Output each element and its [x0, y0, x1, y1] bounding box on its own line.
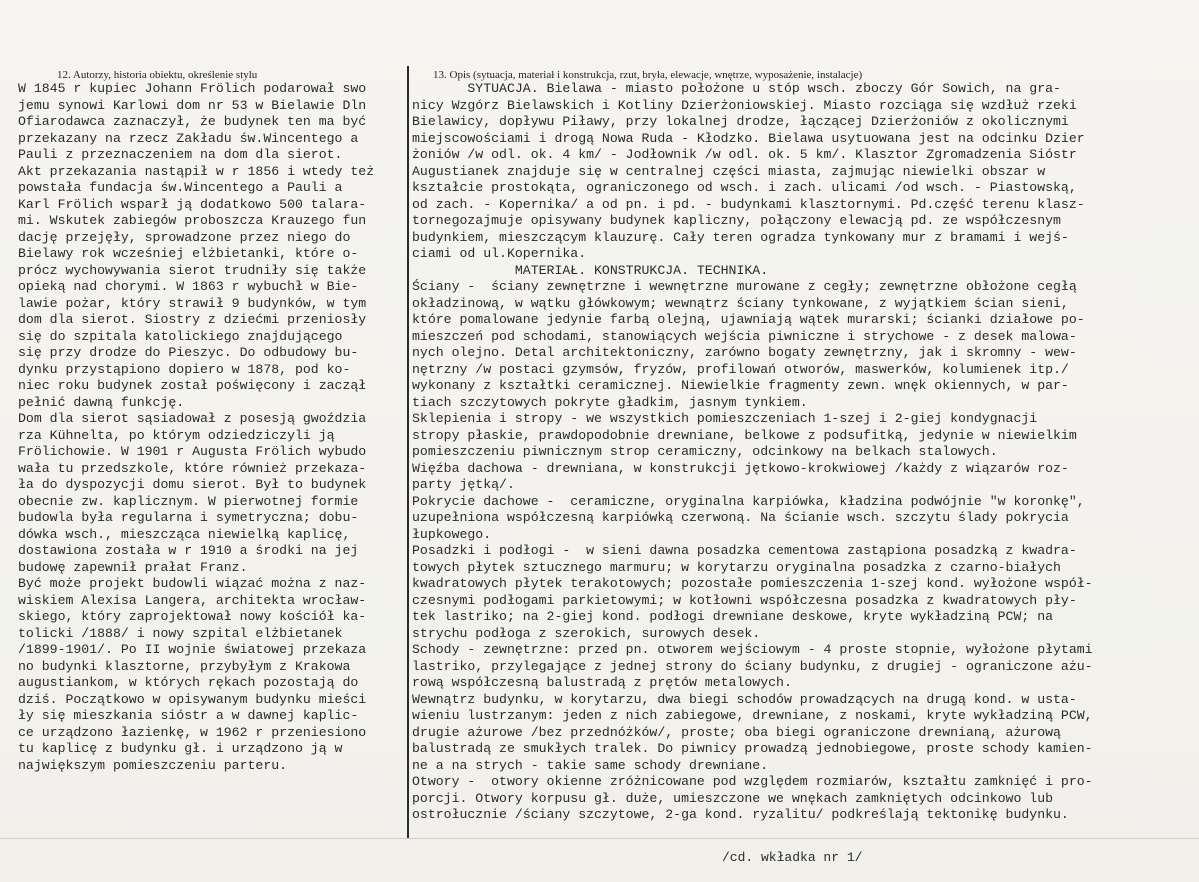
description-text-line: Bielawicy, dopływu Piławy, przy lokalnej drodze, łączącej Dzierżoniów z okolicznymi: [412, 114, 1069, 129]
description-text-line: żoniów /w odl. ok. 4 km/ - Jodłownik /w odl. ok. 5 km/. Klasztor Zgromadzenia Sióstr: [412, 147, 1077, 162]
history-text-line: Dom dla sierot sąsiadował z posesją gwoździa: [18, 411, 367, 426]
history-text-line: pełnić dawną funkcję.: [18, 394, 185, 410]
description-text-line: Otwory - otwory okienne zróżnicowane pod względem rozmiarów, kształtu zamknięć i pro-: [412, 774, 1093, 789]
history-text-line: wiskiem Alexisa Langera, architekta wrocław-: [18, 592, 367, 608]
description-text-line: ostrołucznie /ściany szczytowe, 2-ga kond. ryzalitu/ podkreślają tektonikę budynku.: [412, 807, 1069, 822]
description-text-column: [412, 81, 1188, 824]
description-text-line: rową współczesną balustradą z prętów metalowych.: [412, 675, 792, 690]
description-text-line: MATERIAŁ. KONSTRUKCJA. TECHNIKA.: [412, 262, 769, 278]
history-text-line: niec roku budynek został poświęcony i zaczął: [18, 378, 367, 393]
description-text-line: SYTUACJA. Bielawa - miasto położone u stóp wsch. zboczy Gór Sowich, na gra-: [412, 81, 1061, 96]
description-text-line: okładzinową, w wątku główkowym; wewnątrz ściany tynkowane, z wyjątkiem ścian sieni,: [412, 295, 1069, 311]
history-text-line: obecnie zw. kaplicznym. W pierwotnej formie: [18, 493, 359, 509]
history-text-line: dację przejęły, sprowadzone przez niego do: [18, 229, 351, 245]
continuation-note: /cd. wkładka nr 1/: [722, 850, 863, 865]
history-text-line: Frölichowie. W 1901 r Augusta Frölich wybudo: [18, 444, 367, 459]
history-text-column: [18, 81, 410, 774]
description-text-line: strychu podłoga z szerokich, surowych desek.: [412, 625, 761, 641]
description-text-line: łupkowego.: [412, 526, 492, 542]
description-text-line: kształcie prostokąta, ograniczonego od wsch. i zach. ulicami /od wsch. - Piastowską,: [412, 180, 1077, 195]
description-text-line: nętrzny /w postaci gzymsów, fryzów, profilowań otworów, maswerków, kolumienek itp./: [412, 361, 1069, 377]
description-text-line: Wewnątrz budynku, w korytarzu, dwa biegi schodów prowadzących na drugą kond. w usta-: [412, 691, 1077, 707]
description-text-line: uzupełniona współczesną karpiówką czerwoną. Na ścianie wsch. szczytu ślady pokrycia: [412, 510, 1069, 525]
history-text-line: wała tu przedszkole, które również przekaza-: [18, 460, 367, 476]
description-text-line: balustradą ze smukłych tralek. Do piwnicy prowadzą jednobiegowe, proste schody kamien-: [412, 741, 1093, 756]
description-text-line: od zach. - Kopernika/ a od pn. i pd. - budynkami klasztornymi. Pd.część terenu klasz-: [412, 196, 1085, 212]
history-text-line: dówka wsch., mieszcząca niewielką kaplicę,: [18, 526, 351, 542]
description-text-line: Więźba dachowa - drewniana, w konstrukcji jętkowo-krokwiowej /każdy z wiązarów roz-: [412, 460, 1069, 476]
description-text-line: drugie ażurowe /bez przednóżków/, proste; oba biegi ograniczone drewnianą, ażurową: [412, 724, 1061, 740]
description-text-line: party jętką/.: [412, 477, 515, 492]
history-text-line: jemu synowi Karlowi dom nr 53 w Bielawie Dln: [18, 97, 367, 113]
history-text-line: dziś. Początkowo w opisywanym budynku mieści: [18, 691, 367, 707]
history-text-line: Pauli z przeznaczeniem na dom dla sierot.: [18, 147, 343, 162]
description-text-line: porcji. Otwory korpusu gł. duże, umieszczone we wnękach zamkniętych odcinkowo lub: [412, 790, 1054, 806]
history-text-line: skiego, który zaprojektował nowy kościół ka-: [18, 609, 367, 624]
history-text-line: tu kaplicę z budynku gł. i urządzono ją w: [18, 741, 343, 756]
history-text-line: tolicki /1888/ i nowy szpital elżbietanek: [18, 625, 343, 641]
history-text-line: największym pomieszczeniu parteru.: [18, 757, 288, 773]
description-text-line: towych płytek sztucznego marmuru; w korytarzu oryginalna posadzka z czarno-białych: [412, 559, 1061, 575]
history-text-line: opieką nad chorymi. W 1863 r wybuchł w Bie-: [18, 279, 359, 294]
description-text-line: budynkiem, mieszczącym klauzurę. Cały teren ogradza tynkowany mur z bramami i wejś-: [412, 229, 1069, 245]
description-text-line: miejscowościami i drogą Nowa Ruda - Kłodzko. Bielawa usytuowana jest na odcinku Dzier: [412, 130, 1085, 146]
description-text-line: tiach szczytowych pokryte gładkim, jasnym tynkiem.: [412, 394, 808, 410]
description-text-line: które pomalowane jedynie farbą olejną, ujawniają wątek murarski; ścianki działowe po-: [412, 312, 1085, 327]
description-text-line: tek lastriko; na 2-giej kond. podłogi drewniane deskowe, kryte wykładziną PCW; na: [412, 609, 1054, 624]
history-text-line: Ofiarodawca zaznaczył, że budynek ten ma być: [18, 114, 367, 129]
description-text-line: Augustianek znajduje się w centralnej części miasta, zajmując niewielki obszar w: [412, 163, 1046, 179]
description-text-line: Posadzki i podłogi - w sieni dawna posadzka cementowa zastąpiona posadzką z kwadra-: [412, 543, 1077, 558]
description-text-line: czesnymi podłogami parkietowymi; w kotłowni współczesna posadzka z kwadratowych pły-: [412, 592, 1077, 608]
history-text-line: ła do dyspozycji domu sierot. Był to budynek: [18, 477, 367, 492]
description-text-line: Sklepienia i stropy - we wszystkich pomieszczeniach 1-szej i 2-giej kondygnacji: [412, 411, 1038, 426]
description-text-line: tornegozajmuje opisywany budynek kapliczny, połączony elewacją pd. ze współczesnym: [412, 213, 1061, 228]
history-text-line: /1899-1901/. Po II wojnie światowej przekaza: [18, 642, 367, 657]
description-text-line: Schody - zewnętrzne: przed pn. otworem wejściowym - 4 proste stopnie, wyłożone płytami: [412, 642, 1093, 657]
history-text-line: no budynki klasztorne, przybyłym z Krakowa: [18, 658, 351, 674]
description-text-line: ciami od ul.Kopernika.: [412, 246, 587, 261]
description-text-line: wieniu lustrzanym: jeden z nich zabiegowe, drewniane, z noskami, kryte wykładziną PCW,: [412, 708, 1093, 723]
history-text-line: ce urządzono łazienkę, w 1962 r przeniesiono: [18, 724, 367, 740]
history-text-line: dostawiona została w r 1910 a środki na jej: [18, 543, 359, 558]
description-text-line: mieszczeń pod schodami, stanowiących wejścia piwniczne i strychowe - z desek malowa-: [412, 328, 1077, 344]
section-heading-authors-history: 12. Autorzy, historia obiektu, określenie stylu: [57, 69, 258, 81]
history-text-line: się do szpitala katolickiego znajdującego: [18, 328, 343, 344]
history-text-line: przekazany na rzecz Zakładu św.Wincentego a: [18, 130, 359, 146]
history-text-line: Karl Frölich wsparł ją dodatkowo 500 talara-: [18, 196, 367, 212]
history-text-line: W 1845 r kupiec Johann Frölich podarował swo: [18, 81, 367, 96]
description-text-line: wykonany z kształtki ceramicznej. Niewielkie fragmenty zewn. wnęk okiennych, w par-: [412, 378, 1069, 393]
history-text-line: się przy drodze do Pieszyc. Do odbudowy bu-: [18, 345, 359, 360]
history-text-line: Bielawy rok wcześniej elżbietanki, które o-: [18, 246, 359, 261]
history-text-line: mi. Wskutek zabiegów proboszcza Krauzego fun: [18, 213, 367, 228]
history-text-line: Być może projekt budowli wiązać można z naz-: [18, 576, 367, 591]
description-text-line: pomieszczeniu piwnicznym strop ceramiczny, odcinkowy na belkach stalowych.: [412, 444, 998, 459]
description-text-line: Ściany - ściany zewnętrzne i wewnętrzne murowane z cegły; zewnętrzne obłożone cegłą: [412, 279, 1077, 294]
description-text-line: stropy płaskie, prawdopodobnie drewniane, belkowe z podsufitką, jedynie w niewielkim: [412, 427, 1077, 443]
history-text-line: budowla była regularna i symetryczna; dobu-: [18, 510, 359, 525]
history-text-line: powstała fundacja św.Wincentego a Pauli a: [18, 180, 343, 195]
history-text-line: rza Kühnelta, po którym odziedziczyli ją: [18, 427, 335, 443]
description-text-line: nicy Wzgórz Bielawskich i Kotliny Dzierżoniowskiej. Miasto rozciąga się wzdłuż rzeki: [412, 97, 1077, 113]
history-text-line: budowę zapewnił prałat Franz.: [18, 559, 248, 575]
history-text-line: ły się mieszkania sióstr a w dawnej kaplic-: [18, 708, 359, 723]
description-text-line: ne a na strych - takie same schody drewniane.: [412, 757, 769, 773]
description-text-line: kwadratowych płytek terakotowych; pozostałe pomieszczenia 1-szej kond. wyłożone współ-: [412, 576, 1093, 591]
history-text-line: prócz wychowywania sierot trudniły się także: [18, 262, 367, 278]
section-heading-description: 13. Opis (sytuacja, materiał i konstrukcja, rzut, bryła, elewacje, wnętrze, wyposażenie, instalacje): [433, 69, 863, 81]
history-text-line: lawie pożar, który strawił 9 budynków, w tym: [18, 295, 367, 311]
page-fold-line: [0, 838, 1199, 839]
description-text-line: nych olejno. Detal architektoniczny, zarówno bogaty zewnętrzny, jak i skromny - wew-: [412, 345, 1077, 360]
history-text-line: dynku przystąpiono dopiero w 1878, pod ko-: [18, 361, 351, 377]
description-text-line: lastriko, przylegające z jednej strony do ściany budynku, z drugiej - ograniczone ażu-: [412, 658, 1093, 674]
history-text-line: dom dla sierot. Siostry z dziećmi przeniosły: [18, 312, 367, 327]
description-text-line: Pokrycie dachowe - ceramiczne, oryginalna karpiówka, kładzina podwójnie "w koronkę",: [412, 493, 1085, 509]
history-text-line: Akt przekazania nastąpił w r 1856 i wtedy też: [18, 163, 375, 179]
history-text-line: augustiankom, w których rękach pozostają do: [18, 675, 359, 690]
